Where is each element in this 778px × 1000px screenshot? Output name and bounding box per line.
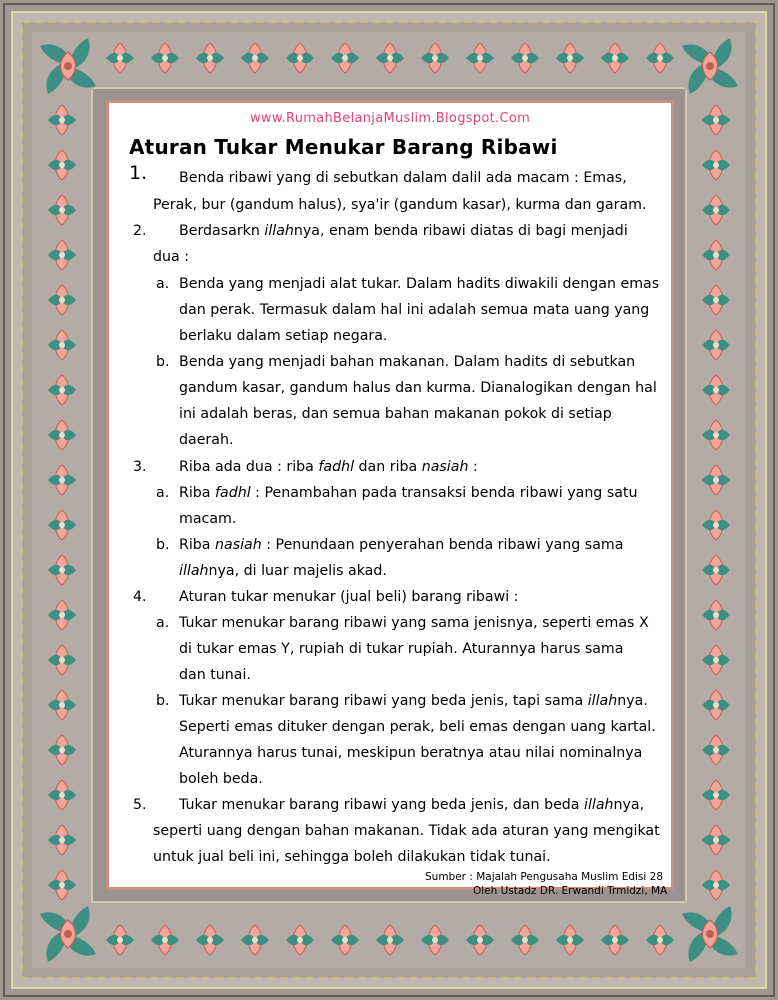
item-4-number: 4. xyxy=(133,589,147,605)
item-3-number: 3. xyxy=(133,459,147,475)
item-4a-line-2: di tukar emas Y, rupiah di tukar rupiah. Aturannya harus sama xyxy=(179,641,624,657)
item-3b-line-1: Riba nasiah : Penundaan penyerahan benda ribawi yang sama xyxy=(179,537,624,553)
item-4b-line-1: Tukar menukar barang ribawi yang beda jenis, tapi sama illahnya. xyxy=(179,693,648,709)
item-2-line-2: dua : xyxy=(153,249,189,265)
item-5-number: 5. xyxy=(133,797,147,813)
item-1-line-1: Benda ribawi yang di sebutkan dalam dalil ada macam : Emas, xyxy=(179,170,627,186)
item-2b-line-3: ini adalah beras, dan semua bahan makanan pokok di setiap xyxy=(179,406,612,422)
item-1-line-2: Perak, bur (gandum halus), sya'ir (gandum kasar), kurma dan garam. xyxy=(153,197,647,213)
item-2-line-1: Berdasarkn illahnya, enam benda ribawi diatas di bagi menjadi xyxy=(179,223,628,239)
item-3b-letter: b. xyxy=(156,537,170,553)
item-2b-line-1: Benda yang menjadi bahan makanan. Dalam hadits di sebutkan xyxy=(179,354,636,370)
item-1-number: 1. xyxy=(129,162,148,184)
item-4b-line-2: Seperti emas dituker dengan perak, beli emas dengan uang kartal. xyxy=(179,719,656,735)
source-line-2: Oleh Ustadz DR. Erwandi Trmidzi, MA xyxy=(473,885,668,897)
item-2a-line-2: dan perak. Termasuk dalam hal ini adalah semua mata uang yang xyxy=(179,302,650,318)
item-2b-letter: b. xyxy=(156,354,170,370)
website-url: www.RumahBelanjaMuslim.Blogspot.Com xyxy=(249,111,531,126)
item-2-number: 2. xyxy=(133,223,147,239)
item-5-line-1: Tukar menukar barang ribawi yang beda jenis, dan beda illahnya, xyxy=(179,797,645,813)
item-4b-letter: b. xyxy=(156,693,170,709)
page-title: Aturan Tukar Menukar Barang Ribawi xyxy=(129,135,558,159)
item-4b-line-3: Aturannya harus tunai, meskipun beratnya atau nilai nominalnya xyxy=(179,745,643,761)
item-3-line-1: Riba ada dua : riba fadhl dan riba nasiah : xyxy=(179,459,478,475)
item-5-line-3: untuk jual beli ini, sehingga boleh dilakukan tidak tunai. xyxy=(153,849,551,865)
item-3a-line-2: macam. xyxy=(179,511,237,527)
item-3a-line-1: Riba fadhl : Penambahan pada transaksi benda ribawi yang satu xyxy=(179,485,638,501)
item-2b-line-2: gandum kasar, gandum halus dan kurma. Dianalogikan dengan hal xyxy=(179,380,657,396)
item-2a-line-3: berlaku dalam setiap negara. xyxy=(179,328,388,344)
item-2a-line-1: Benda yang menjadi alat tukar. Dalam hadits diwakili dengan emas xyxy=(179,276,660,292)
item-4-line-1: Aturan tukar menukar (jual beli) barang ribawi : xyxy=(179,589,519,605)
item-5-line-2: seperti uang dengan bahan makanan. Tidak ada aturan yang mengikat xyxy=(153,823,660,839)
content-page xyxy=(106,100,674,897)
item-2a-letter: a. xyxy=(156,276,170,292)
item-4a-line-1: Tukar menukar barang ribawi yang sama jenisnya, seperti emas X xyxy=(179,615,649,631)
item-3b-line-2: illahnya, di luar majelis akad. xyxy=(179,563,387,579)
item-2b-line-4: daerah. xyxy=(179,432,234,448)
source-line-1: Sumber : Majalah Pengusaha Muslim Edisi 28 xyxy=(425,871,664,883)
item-3a-letter: a. xyxy=(156,485,170,501)
item-4b-line-4: boleh beda. xyxy=(179,771,263,787)
item-4a-line-3: dan tunai. xyxy=(179,667,251,683)
item-4a-letter: a. xyxy=(156,615,170,631)
